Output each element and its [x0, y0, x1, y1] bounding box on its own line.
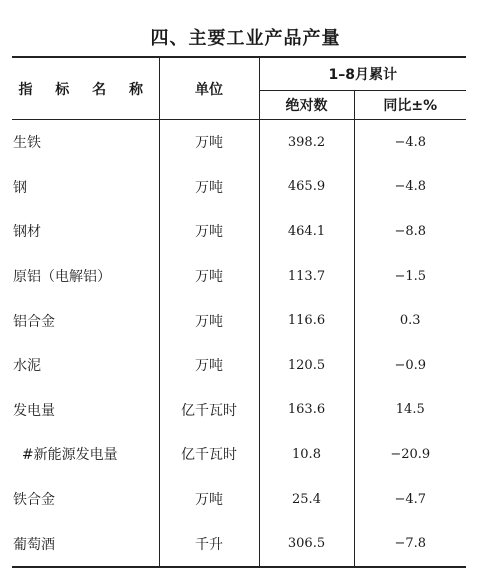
table-row [12, 521, 466, 567]
row-value: 25.4 [259, 477, 354, 522]
row-name: 铁合金 [12, 477, 159, 522]
row-unit: 万吨 [159, 298, 259, 343]
row-name: 钢材 [12, 209, 159, 254]
row-name: 铝合金 [12, 298, 159, 343]
row-value: 398.2 [259, 120, 354, 165]
row-yoy: −7.8 [354, 521, 466, 567]
row-value: 113.7 [259, 254, 354, 299]
row-value: 10.8 [259, 432, 354, 477]
table-row [12, 432, 466, 477]
row-value: 116.6 [259, 298, 354, 343]
row-yoy: −4.8 [394, 134, 427, 150]
row-name: 水泥 [12, 343, 159, 388]
row-unit: 万吨 [159, 343, 259, 388]
row-name: #新能源发电量 [12, 432, 159, 477]
row-unit: 千升 [159, 521, 259, 567]
row-yoy: −4.7 [394, 491, 427, 507]
header-unit: 单位 [159, 57, 259, 120]
table-row [12, 477, 466, 522]
header-indicator-name: 指 标 名 称 [12, 57, 159, 120]
table-row [12, 120, 466, 165]
table-row [12, 209, 466, 254]
row-yoy: −4.8 [394, 179, 427, 195]
row-name: 发电量 [12, 388, 159, 433]
row-yoy: −0.9 [394, 357, 427, 373]
table-row [12, 254, 466, 299]
table-row [12, 388, 466, 433]
row-name: 生铁 [12, 120, 159, 165]
row-unit: 万吨 [159, 209, 259, 254]
row-unit: 亿千瓦时 [159, 432, 259, 477]
row-unit: 亿千瓦时 [159, 388, 259, 433]
row-yoy: 14.5 [395, 402, 425, 418]
header-period: 1–8月累计 [259, 57, 466, 91]
table-row [12, 298, 466, 343]
row-unit: 万吨 [159, 120, 259, 165]
header-absolute-value: 绝对数 [259, 91, 354, 120]
row-value: 464.1 [259, 209, 354, 254]
row-unit: 万吨 [159, 254, 259, 299]
row-name: 葡萄酒 [12, 521, 159, 567]
row-name: 原铝（电解铝） [12, 254, 159, 299]
table-row [12, 343, 466, 388]
row-value: 306.5 [259, 521, 354, 567]
table-row [12, 165, 466, 210]
header-yoy-change: 同比±% [354, 91, 466, 120]
page-title: 四、主要工业产品产量 [150, 28, 341, 49]
row-unit: 万吨 [159, 477, 259, 522]
row-yoy: −8.8 [394, 223, 427, 239]
row-yoy: −20.9 [390, 446, 431, 462]
row-unit: 万吨 [159, 165, 259, 210]
row-value: 465.9 [259, 165, 354, 210]
industrial-output-table [12, 56, 466, 568]
row-value: 163.6 [259, 388, 354, 433]
row-value: 120.5 [259, 343, 354, 388]
row-name: 钢 [12, 165, 159, 210]
row-yoy: 0.3 [399, 313, 421, 329]
row-yoy: −1.5 [394, 268, 427, 284]
